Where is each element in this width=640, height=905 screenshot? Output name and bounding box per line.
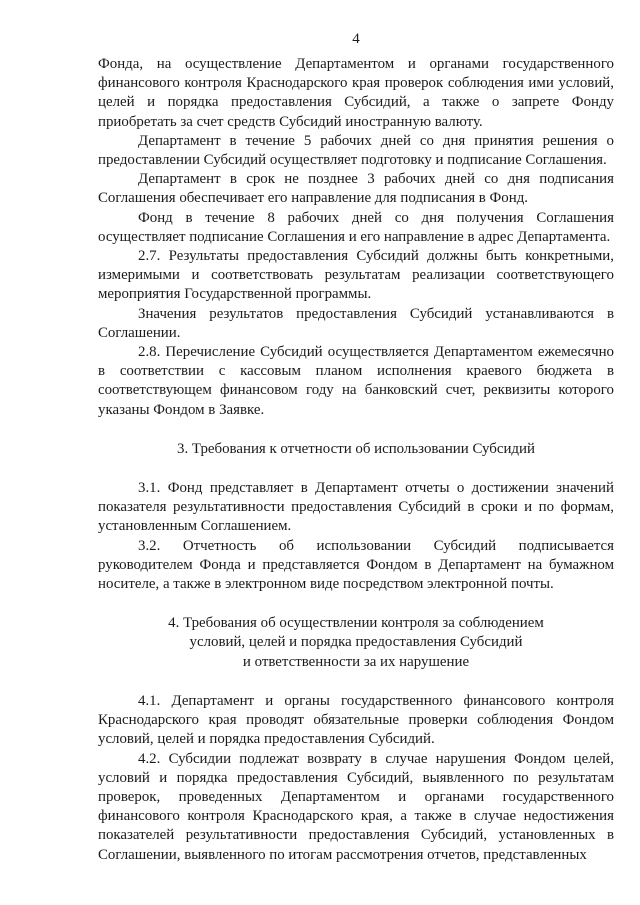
paragraph: Фонд в течение 8 рабочих дней со дня получения Соглашения осуществляет подписание Соглашения и его направление в адрес Департамента.	[98, 209, 614, 245]
section-4-heading-line: 4. Требования об осуществлении контроля за соблюдением	[168, 615, 544, 632]
page-number: 4	[352, 31, 360, 47]
paragraph-continuation: Фонда, на осуществление Департаментом и органами государственного финансового контроля Краснодарского края проверок соблюдения ими условий, целей и порядка предоставления Субсидий, а также о запрете Фонду приобретать за счет средств Субсидий иностранную валюту.	[98, 56, 614, 130]
paragraph: Департамент в течение 5 рабочих дней со дня принятия решения о предоставлении Субсидий осуществляет подготовку и подписание Соглашения.	[98, 132, 614, 169]
paragraph-2-8: 2.8. Перечисление Субсидий осуществляется Департаментом ежемесячно в соответствии с кассовым планом исполнения краевого бюджета в соответствующем финансовом году на банковский счет, реквизиты которого указаны Фондом в Заявке.	[98, 344, 614, 418]
paragraph-2-7: 2.7. Результаты предоставления Субсидий должны быть конкретными, измеримыми и соответствовать результатам реализации соответствующего мероприятия Государственной программы.	[98, 248, 614, 303]
paragraph: Департамент в срок не позднее 3 рабочих дней со дня подписания Соглашения обеспечивает его направление для подписания в Фонд.	[98, 171, 614, 207]
paragraph-4-2: 4.2. Субсидии подлежат возврату в случае нарушения Фондом целей, условий и порядка предоставления Субсидий, выявленного по результатам проверок, проведенных Департаментом и органами государственного финансового контроля Краснодарского края, а также в случае недостижения показателей результативности предоставления Субсидий, установленных в Соглашении, выявленного по итогам рассмотрения отчетов, представленных	[98, 750, 614, 863]
document-body	[98, 55, 614, 865]
section-4-heading-line: условий, целей и порядка предоставления Субсидий	[189, 634, 523, 651]
paragraph-3-2: 3.2. Отчетность об использовании Субсидий подписывается руководителем Фонда и представляется Фондом в Департамент на бумажном носителе, а также в электронном виде посредством электронной почты.	[98, 537, 614, 593]
section-4-heading	[98, 614, 614, 672]
paragraph-3-1: 3.1. Фонд представляет в Департамент отчеты о достижении значений показателя результативности предоставления Субсидий в сроки и по формам, установленным Соглашением.	[98, 480, 614, 535]
paragraph: Значения результатов предоставления Субсидий устанавливаются в Соглашении.	[98, 305, 614, 341]
section-3-heading: 3. Требования к отчетности об использовании Субсидий	[177, 440, 535, 457]
section-4-heading-line: и ответственности за их нарушение	[242, 653, 470, 670]
paragraph-4-1: 4.1. Департамент и органы государственного финансового контроля Краснодарского края проводят обязательные проверки соблюдения Фондом условий, целей и порядка предоставления Субсидий.	[98, 692, 614, 748]
